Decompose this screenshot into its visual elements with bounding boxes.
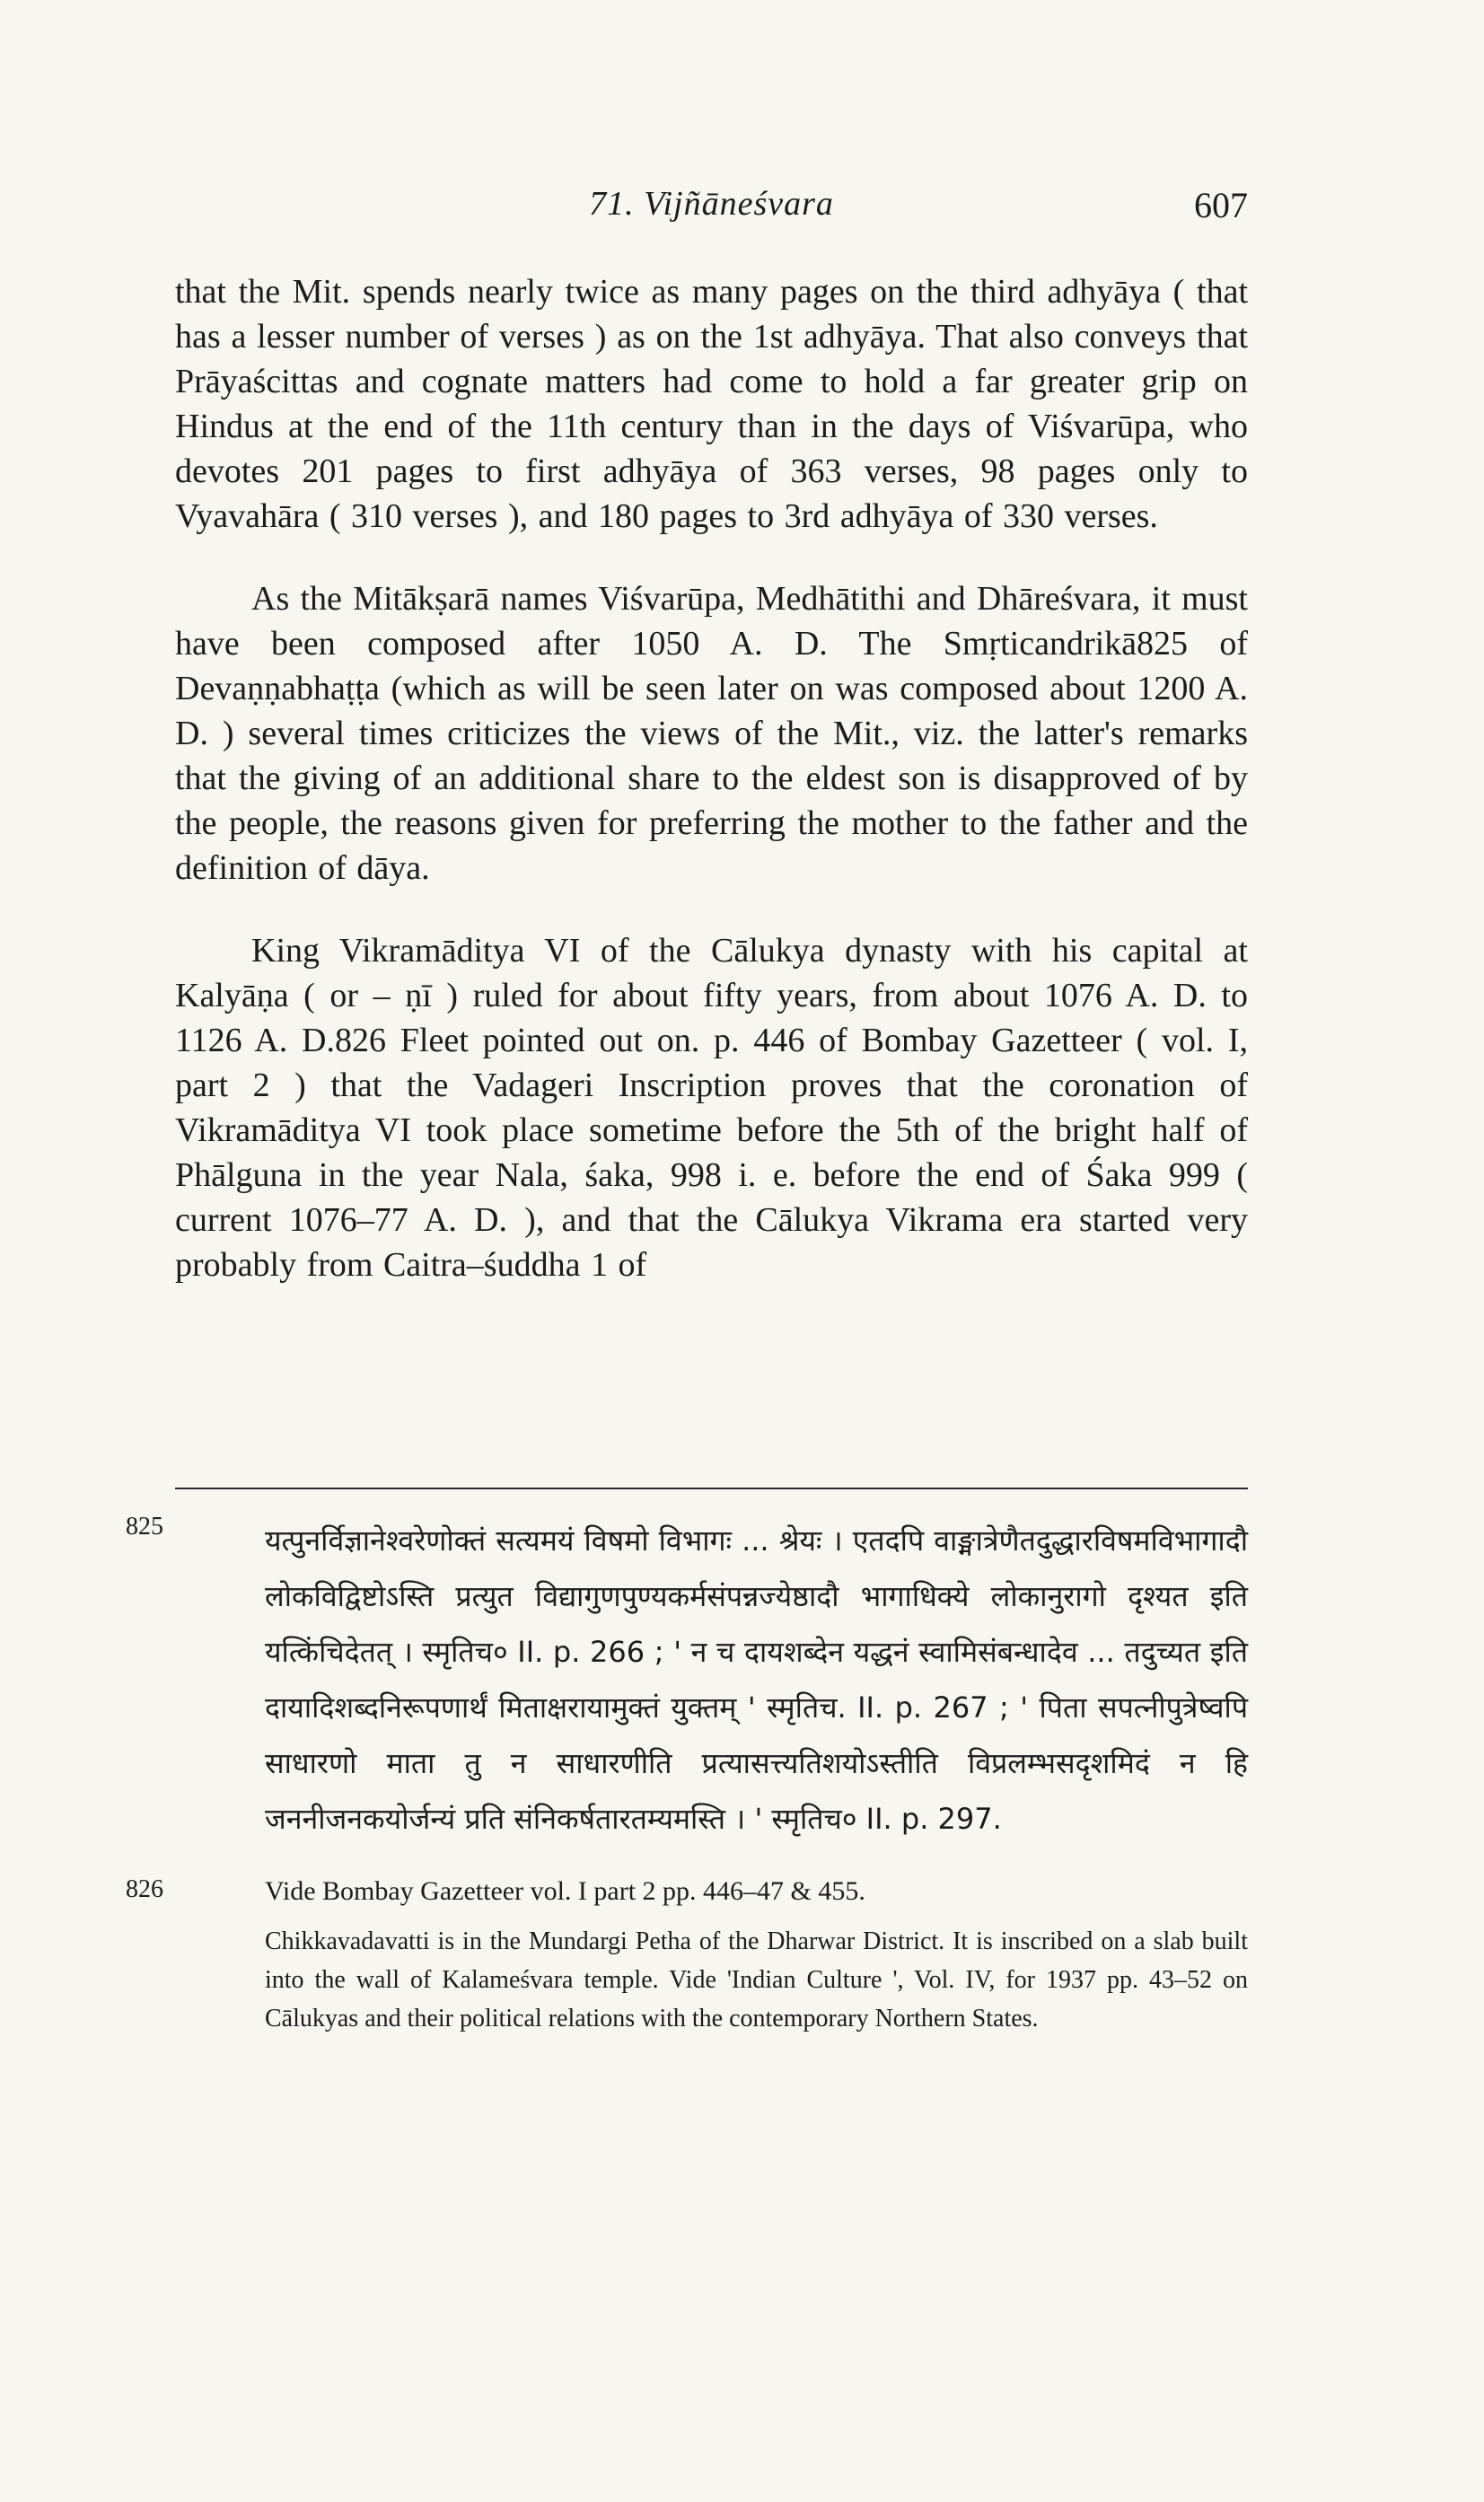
paragraph-1: that the Mit. spends nearly twice as many pages on the third adhyāya ( that has a lesser number of verses ) as on the 1st adhyāya. That also conveys that Prāyaścittas and cognate matters had come to hold a far greater grip on Hindus at the end of the 11th century than in the days of Viśvarūpa, who devotes 201 pages to first adhyāya of 363 verses, 98 pages only to Vyavahāra ( 310 verses ), and 180 pages to 3rd adhyāya of 330 verses.: [175, 273, 1248, 535]
page-number: 607: [1194, 185, 1248, 225]
footnote-825: [126, 1513, 1248, 1847]
running-header: [175, 184, 1248, 238]
footnote-826: [126, 1868, 1248, 2038]
footnote-reference: Vide Bombay Gazetteer vol. I part 2 pp. 446–47 & 455.: [265, 1876, 865, 1906]
chapter-title: 71. Vijñāneśvara: [589, 185, 834, 223]
footnote-number: 825: [126, 1513, 163, 1541]
main-text: [175, 269, 1248, 1325]
footnotes: [126, 1513, 1248, 2059]
footnote-note: Chikkavadavatti is in the Mundargi Petha of the Dharwar District. It is inscribed on a slab built into the wall of Kalameśvara temple. Vide 'Indian Culture ', Vol. IV, for 1937 pp. 43–52 on Cālukyas and their political relations with the contemporary Northern States.: [265, 1927, 1248, 2032]
paragraph-3: King Vikramāditya VI of the Cālukya dynasty with his capital at Kalyāṇa ( or – ṇī ) ruled for about fifty years, from about 1076 A. D. to 1126 A. D.826 Fleet pointed out on. p. 446 of Bombay Gazetteer ( vol. I, part 2 ) that the Vadageri Inscription proves that the coronation of Vikramāditya VI took place sometime before the 5th of the bright half of Phālguna in the year Nala, śaka, 998 i. e. before the end of Śaka 999 ( current 1076–77 A. D. ), and that the Cālukya Vikrama era started very probably from Caitra–śuddha 1 of: [175, 932, 1248, 1284]
footnote-divider: [175, 1488, 1248, 1489]
footnote-sanskrit-text: यत्पुनर्विज्ञानेश्वरेणोक्तं सत्यमयं विषमो विभागः ... श्रेयः । एतदपि वाङ्मात्रेणैतदुद्धारविषमविभागादौ लोकविद्विष्टोऽस्ति प्रत्युत विद्यागुणपुण्यकर्मसंपन्नज्येष्ठादौ भागाधिक्ये लोकानुरागो दृश्यत इति यत्किंचिदेतत् । स्मृतिच० II. p. 266 ; ' न च दायशब्देन यद्धनं स्वामिसंबन्धादेव ... तदुच्यत इति दायादिशब्दनिरूपणार्थं मिताक्षरायामुक्तं युक्तम् ' स्मृतिच. II. p. 267 ; ' पिता सपत्नीपुत्रेष्वपि साधारणो माता तु न साधारणीति प्रत्यासत्त्यतिशयोऽस्तीति विप्रलम्भसदृशमिदं न हि जननीजनकयोर्जन्यं प्रति संनिकर्षतारतम्यमस्ति । ' स्मृतिच० II. p. 297.: [265, 1523, 1248, 1836]
paragraph-2: As the Mitākṣarā names Viśvarūpa, Medhātithi and Dhāreśvara, it must have been composed after 1050 A. D. The Smṛticandrikā825 of Devaṇṇabhaṭṭa (which as will be seen later on was composed about 1200 A. D. ) several times criticizes the views of the Mit., viz. the latter's remarks that the giving of an additional share to the eldest son is disapproved of by the people, the reasons given for preferring the mother to the father and the definition of dāya.: [175, 580, 1248, 887]
footnote-number: 826: [126, 1875, 163, 1903]
